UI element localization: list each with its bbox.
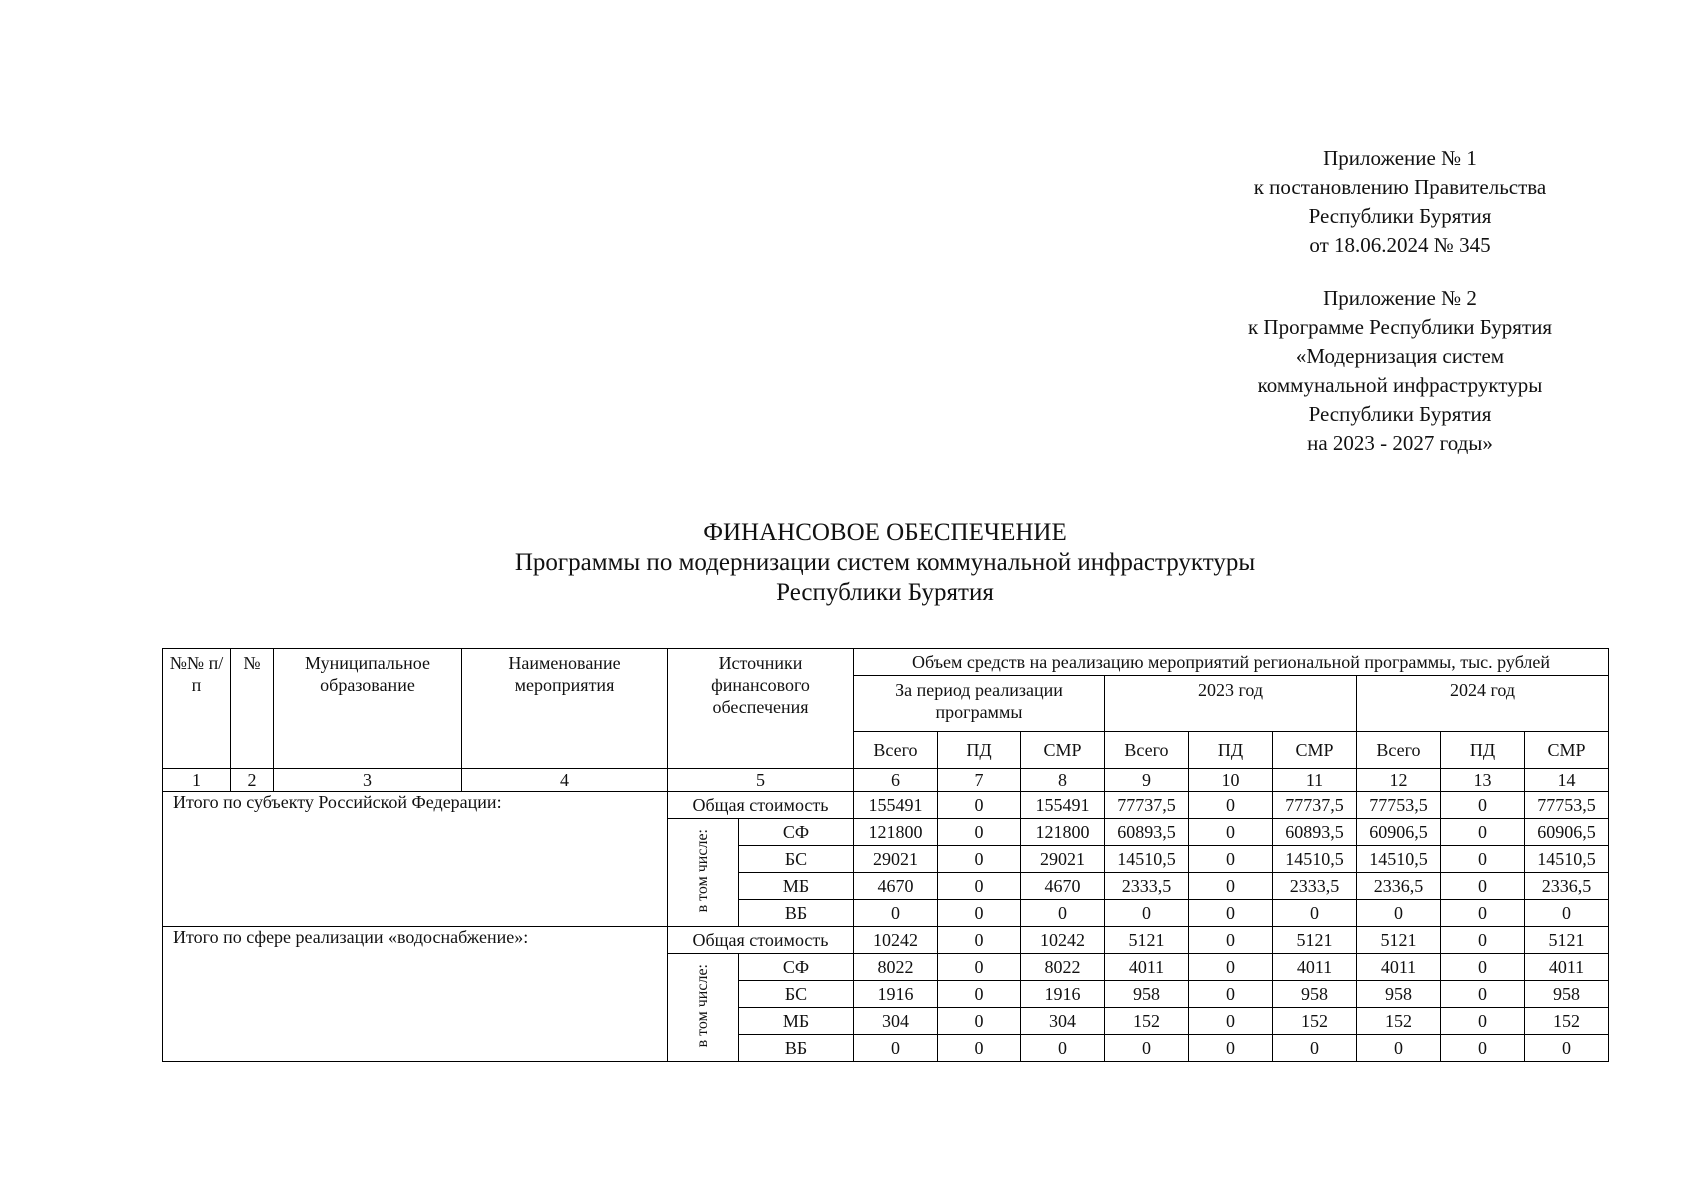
value-cell: 958	[1273, 981, 1357, 1008]
total-value-cell: 10242	[854, 927, 938, 954]
value-cell: 0	[1189, 873, 1273, 900]
appendix-1-line: к постановлению Правительства	[1253, 175, 1547, 199]
subheader-total: Всего	[854, 732, 938, 769]
value-cell: 0	[854, 1035, 938, 1062]
total-value-cell: 5121	[1357, 927, 1441, 954]
value-cell: 0	[1441, 954, 1525, 981]
appendix-2-header	[1175, 284, 1625, 458]
appendix-2-line: на 2023 - 2027 годы»	[1307, 431, 1493, 455]
total-value-cell: 5121	[1273, 927, 1357, 954]
column-number-row	[163, 769, 1609, 792]
source-label: БС	[739, 846, 854, 873]
value-cell: 14510,5	[1105, 846, 1189, 873]
source-label: СФ	[739, 954, 854, 981]
financing-table	[162, 648, 1609, 1062]
value-cell: 0	[938, 819, 1021, 846]
value-cell: 0	[1273, 900, 1357, 927]
header-period-total: За период реализации программы	[854, 676, 1105, 732]
value-cell: 2333,5	[1273, 873, 1357, 900]
value-cell: 14510,5	[1273, 846, 1357, 873]
value-cell: 2336,5	[1525, 873, 1609, 900]
value-cell: 0	[1273, 1035, 1357, 1062]
header-volume: Объем средств на реализацию мероприятий региональной программы, тыс. рублей	[854, 649, 1609, 676]
column-number: 14	[1525, 769, 1609, 792]
value-cell: 0	[938, 1008, 1021, 1035]
value-cell: 152	[1525, 1008, 1609, 1035]
value-cell: 0	[1357, 900, 1441, 927]
header-year-2023: 2023 год	[1105, 676, 1357, 732]
header-col-npp: №№ п/п	[163, 649, 231, 769]
column-number: 12	[1357, 769, 1441, 792]
value-cell: 0	[1357, 1035, 1441, 1062]
value-cell: 0	[1021, 900, 1105, 927]
value-cell: 121800	[1021, 819, 1105, 846]
appendix-2-line: Приложение № 2	[1323, 286, 1477, 310]
value-cell: 60893,5	[1273, 819, 1357, 846]
value-cell: 0	[1189, 1035, 1273, 1062]
value-cell: 0	[938, 1035, 1021, 1062]
header-col-municipality: Муниципальное образование	[274, 649, 462, 769]
source-label: ВБ	[739, 1035, 854, 1062]
value-cell: 0	[1441, 873, 1525, 900]
value-cell: 0	[1441, 1008, 1525, 1035]
total-value-cell: 0	[1441, 792, 1525, 819]
value-cell: 304	[1021, 1008, 1105, 1035]
header-col-no: №	[231, 649, 274, 769]
total-value-cell: 155491	[1021, 792, 1105, 819]
subheader-pd: ПД	[1189, 732, 1273, 769]
value-cell: 958	[1525, 981, 1609, 1008]
value-cell: 60906,5	[1525, 819, 1609, 846]
value-cell: 8022	[1021, 954, 1105, 981]
value-cell: 4670	[854, 873, 938, 900]
title-line-1: ФИНАНСОВОЕ ОБЕСПЕЧЕНИЕ	[703, 519, 1067, 546]
value-cell: 0	[1441, 981, 1525, 1008]
column-number: 2	[231, 769, 274, 792]
value-cell: 1916	[1021, 981, 1105, 1008]
source-label: СФ	[739, 819, 854, 846]
value-cell: 0	[1441, 900, 1525, 927]
value-cell: 152	[1105, 1008, 1189, 1035]
including-label-cell	[668, 819, 739, 927]
total-value-cell: 0	[1189, 792, 1273, 819]
subheader-total: Всего	[1105, 732, 1189, 769]
value-cell: 0	[1525, 1035, 1609, 1062]
value-cell: 0	[1525, 900, 1609, 927]
column-number: 5	[668, 769, 854, 792]
appendix-1-line: от 18.06.2024 № 345	[1309, 233, 1491, 257]
value-cell: 0	[1189, 1008, 1273, 1035]
value-cell: 14510,5	[1525, 846, 1609, 873]
total-value-cell: 0	[938, 927, 1021, 954]
source-label: ВБ	[739, 900, 854, 927]
value-cell: 2333,5	[1105, 873, 1189, 900]
value-cell: 4011	[1357, 954, 1441, 981]
column-number: 4	[462, 769, 668, 792]
appendix-2-line: Республики Бурятия	[1308, 402, 1492, 426]
header-col-activity: Наименование мероприятия	[462, 649, 668, 769]
column-number: 1	[163, 769, 231, 792]
total-value-cell: 77753,5	[1357, 792, 1441, 819]
value-cell: 1916	[854, 981, 938, 1008]
value-cell: 0	[938, 900, 1021, 927]
document-title	[0, 518, 1698, 608]
column-number: 7	[938, 769, 1021, 792]
value-cell: 8022	[854, 954, 938, 981]
subheader-smr: СМР	[1021, 732, 1105, 769]
section-label: Итого по субъекту Российской Федерации:	[163, 792, 668, 927]
value-cell: 0	[1189, 819, 1273, 846]
including-label: в том числе:	[694, 963, 711, 1048]
section-total-row	[163, 927, 1609, 954]
appendix-2-line: к Программе Республики Бурятия	[1247, 315, 1553, 339]
value-cell: 0	[1189, 846, 1273, 873]
section-total-row	[163, 792, 1609, 819]
value-cell: 0	[854, 900, 938, 927]
header-row-1	[163, 649, 1609, 676]
total-value-cell: 77753,5	[1525, 792, 1609, 819]
total-cost-label: Общая стоимость	[668, 792, 854, 819]
value-cell: 14510,5	[1357, 846, 1441, 873]
total-value-cell: 10242	[1021, 927, 1105, 954]
column-number: 13	[1441, 769, 1525, 792]
value-cell: 958	[1105, 981, 1189, 1008]
value-cell: 60893,5	[1105, 819, 1189, 846]
title-line-3: Республики Бурятия	[776, 579, 994, 606]
value-cell: 0	[1189, 954, 1273, 981]
including-label-cell	[668, 954, 739, 1062]
header-col-sources: Источники финансового обеспечения	[668, 649, 854, 769]
appendix-1-line: Республики Бурятия	[1308, 204, 1492, 228]
including-label: в том числе:	[694, 828, 711, 913]
subheader-pd: ПД	[1441, 732, 1525, 769]
value-cell: 152	[1273, 1008, 1357, 1035]
value-cell: 0	[938, 954, 1021, 981]
source-label: БС	[739, 981, 854, 1008]
value-cell: 29021	[854, 846, 938, 873]
column-number: 3	[274, 769, 462, 792]
subheader-total: Всего	[1357, 732, 1441, 769]
source-label: МБ	[739, 873, 854, 900]
subheader-pd: ПД	[938, 732, 1021, 769]
total-value-cell: 0	[1189, 927, 1273, 954]
value-cell: 0	[938, 873, 1021, 900]
value-cell: 4670	[1021, 873, 1105, 900]
column-number: 10	[1189, 769, 1273, 792]
column-number: 11	[1273, 769, 1357, 792]
total-value-cell: 0	[1441, 927, 1525, 954]
total-cost-label: Общая стоимость	[668, 927, 854, 954]
subheader-smr: СМР	[1525, 732, 1609, 769]
column-number: 9	[1105, 769, 1189, 792]
total-value-cell: 77737,5	[1273, 792, 1357, 819]
value-cell: 0	[938, 846, 1021, 873]
appendix-1-header	[1175, 144, 1625, 260]
appendix-1-line: Приложение № 1	[1323, 146, 1477, 170]
value-cell: 958	[1357, 981, 1441, 1008]
value-cell: 0	[1441, 846, 1525, 873]
value-cell: 152	[1357, 1008, 1441, 1035]
title-line-2: Программы по модернизации систем коммунальной инфраструктуры	[514, 549, 1256, 576]
subheader-smr: СМР	[1273, 732, 1357, 769]
total-value-cell: 155491	[854, 792, 938, 819]
value-cell: 0	[1105, 1035, 1189, 1062]
column-number: 6	[854, 769, 938, 792]
value-cell: 60906,5	[1357, 819, 1441, 846]
section-label: Итого по сфере реализации «водоснабжение»:	[163, 927, 668, 1062]
total-value-cell: 77737,5	[1105, 792, 1189, 819]
value-cell: 0	[938, 981, 1021, 1008]
total-value-cell: 5121	[1105, 927, 1189, 954]
value-cell: 0	[1189, 981, 1273, 1008]
value-cell: 0	[1441, 819, 1525, 846]
appendix-2-line: коммунальной инфраструктуры	[1257, 373, 1543, 397]
appendix-2-line: «Модернизация систем	[1295, 344, 1505, 368]
value-cell: 4011	[1273, 954, 1357, 981]
value-cell: 0	[1189, 900, 1273, 927]
value-cell: 0	[1105, 900, 1189, 927]
value-cell: 29021	[1021, 846, 1105, 873]
header-year-2024: 2024 год	[1357, 676, 1609, 732]
value-cell: 0	[1441, 1035, 1525, 1062]
total-value-cell: 5121	[1525, 927, 1609, 954]
value-cell: 4011	[1525, 954, 1609, 981]
value-cell: 2336,5	[1357, 873, 1441, 900]
value-cell: 304	[854, 1008, 938, 1035]
column-number: 8	[1021, 769, 1105, 792]
total-value-cell: 0	[938, 792, 1021, 819]
source-label: МБ	[739, 1008, 854, 1035]
value-cell: 4011	[1105, 954, 1189, 981]
value-cell: 121800	[854, 819, 938, 846]
value-cell: 0	[1021, 1035, 1105, 1062]
